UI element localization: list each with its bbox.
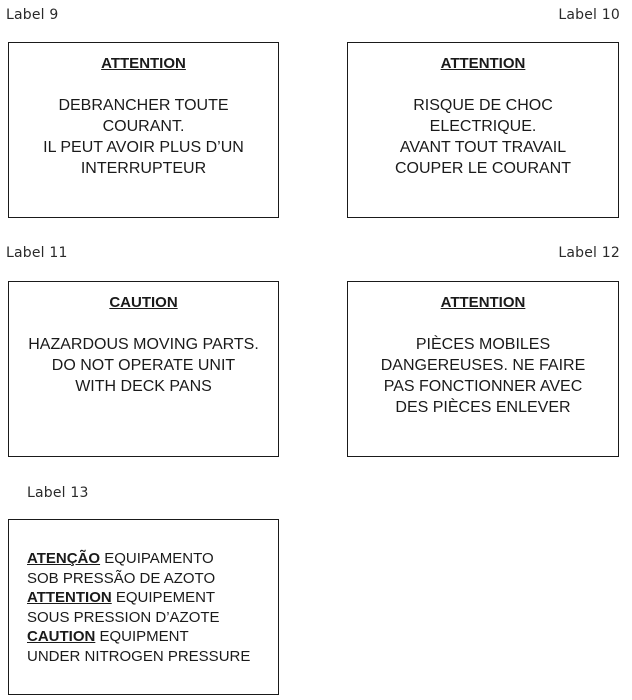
label-11-heading: CAUTION xyxy=(109,294,178,311)
label-9-line: IL PEUT AVOIR PLUS D’UN xyxy=(43,139,244,156)
label-10-line: COUPER LE COURANT xyxy=(394,160,572,177)
label-10-box xyxy=(347,42,619,218)
label-10-caption: Label 10 xyxy=(558,7,620,23)
label-13-caption: Label 13 xyxy=(27,485,89,501)
label-13-keyword: CAUTION xyxy=(27,628,96,645)
label-13-line xyxy=(27,608,250,628)
label-12-line: DES PIÈCES ENLEVER xyxy=(395,399,571,416)
label-9-line: COURANT. xyxy=(102,118,185,135)
label-12-box xyxy=(347,281,619,457)
label-13-line xyxy=(27,569,250,589)
label-12-caption: Label 12 xyxy=(558,245,620,261)
label-9-caption: Label 9 xyxy=(6,7,59,23)
label-9-line: INTERRUPTEUR xyxy=(80,160,207,177)
label-13-line xyxy=(27,647,250,667)
label-11-box xyxy=(8,281,279,457)
label-13-text: SOB PRESSÃO DE AZOTO xyxy=(27,569,216,587)
label-12-body xyxy=(352,334,614,418)
label-11-caption: Label 11 xyxy=(6,245,68,261)
label-13-line xyxy=(27,549,250,569)
label-13-text: EQUIPMENT xyxy=(95,628,189,645)
label-12-heading: ATTENTION xyxy=(440,294,526,311)
label-11-body xyxy=(13,334,274,397)
label-13-line xyxy=(27,627,250,647)
label-12-line: PIÈCES MOBILES xyxy=(415,336,551,353)
label-13-keyword: ATTENTION xyxy=(27,589,112,606)
label-10-line: ELECTRIQUE. xyxy=(429,118,537,135)
label-13-text: EQUIPEMENT xyxy=(111,589,216,606)
label-10-heading: ATTENTION xyxy=(440,55,526,72)
label-11-line: WITH DECK PANS xyxy=(75,378,212,395)
label-13-keyword: ATENÇÃO xyxy=(27,550,101,567)
label-12-line: PAS FONCTIONNER AVEC xyxy=(383,378,583,395)
label-11-line: HAZARDOUS MOVING PARTS. xyxy=(28,336,259,353)
label-10-line: RISQUE DE CHOC xyxy=(413,97,553,114)
label-12-line: DANGEREUSES. NE FAIRE xyxy=(380,357,586,374)
label-11-line: DO NOT OPERATE UNIT xyxy=(51,357,236,374)
label-13-line xyxy=(27,588,250,608)
label-9-body xyxy=(13,95,274,179)
label-10-line: AVANT TOUT TRAVAIL xyxy=(399,139,567,156)
label-13-text: UNDER NITROGEN PRESSURE xyxy=(27,647,251,665)
label-9-box xyxy=(8,42,279,218)
label-13-box xyxy=(8,519,279,695)
label-9-heading: ATTENTION xyxy=(101,55,186,72)
label-13-text: EQUIPAMENTO xyxy=(100,550,214,567)
label-10-body xyxy=(352,95,614,179)
label-9-line: DEBRANCHER TOUTE xyxy=(58,97,229,114)
label-13-body xyxy=(27,549,250,666)
label-13-text: SOUS PRESSION D’AZOTE xyxy=(27,608,220,626)
